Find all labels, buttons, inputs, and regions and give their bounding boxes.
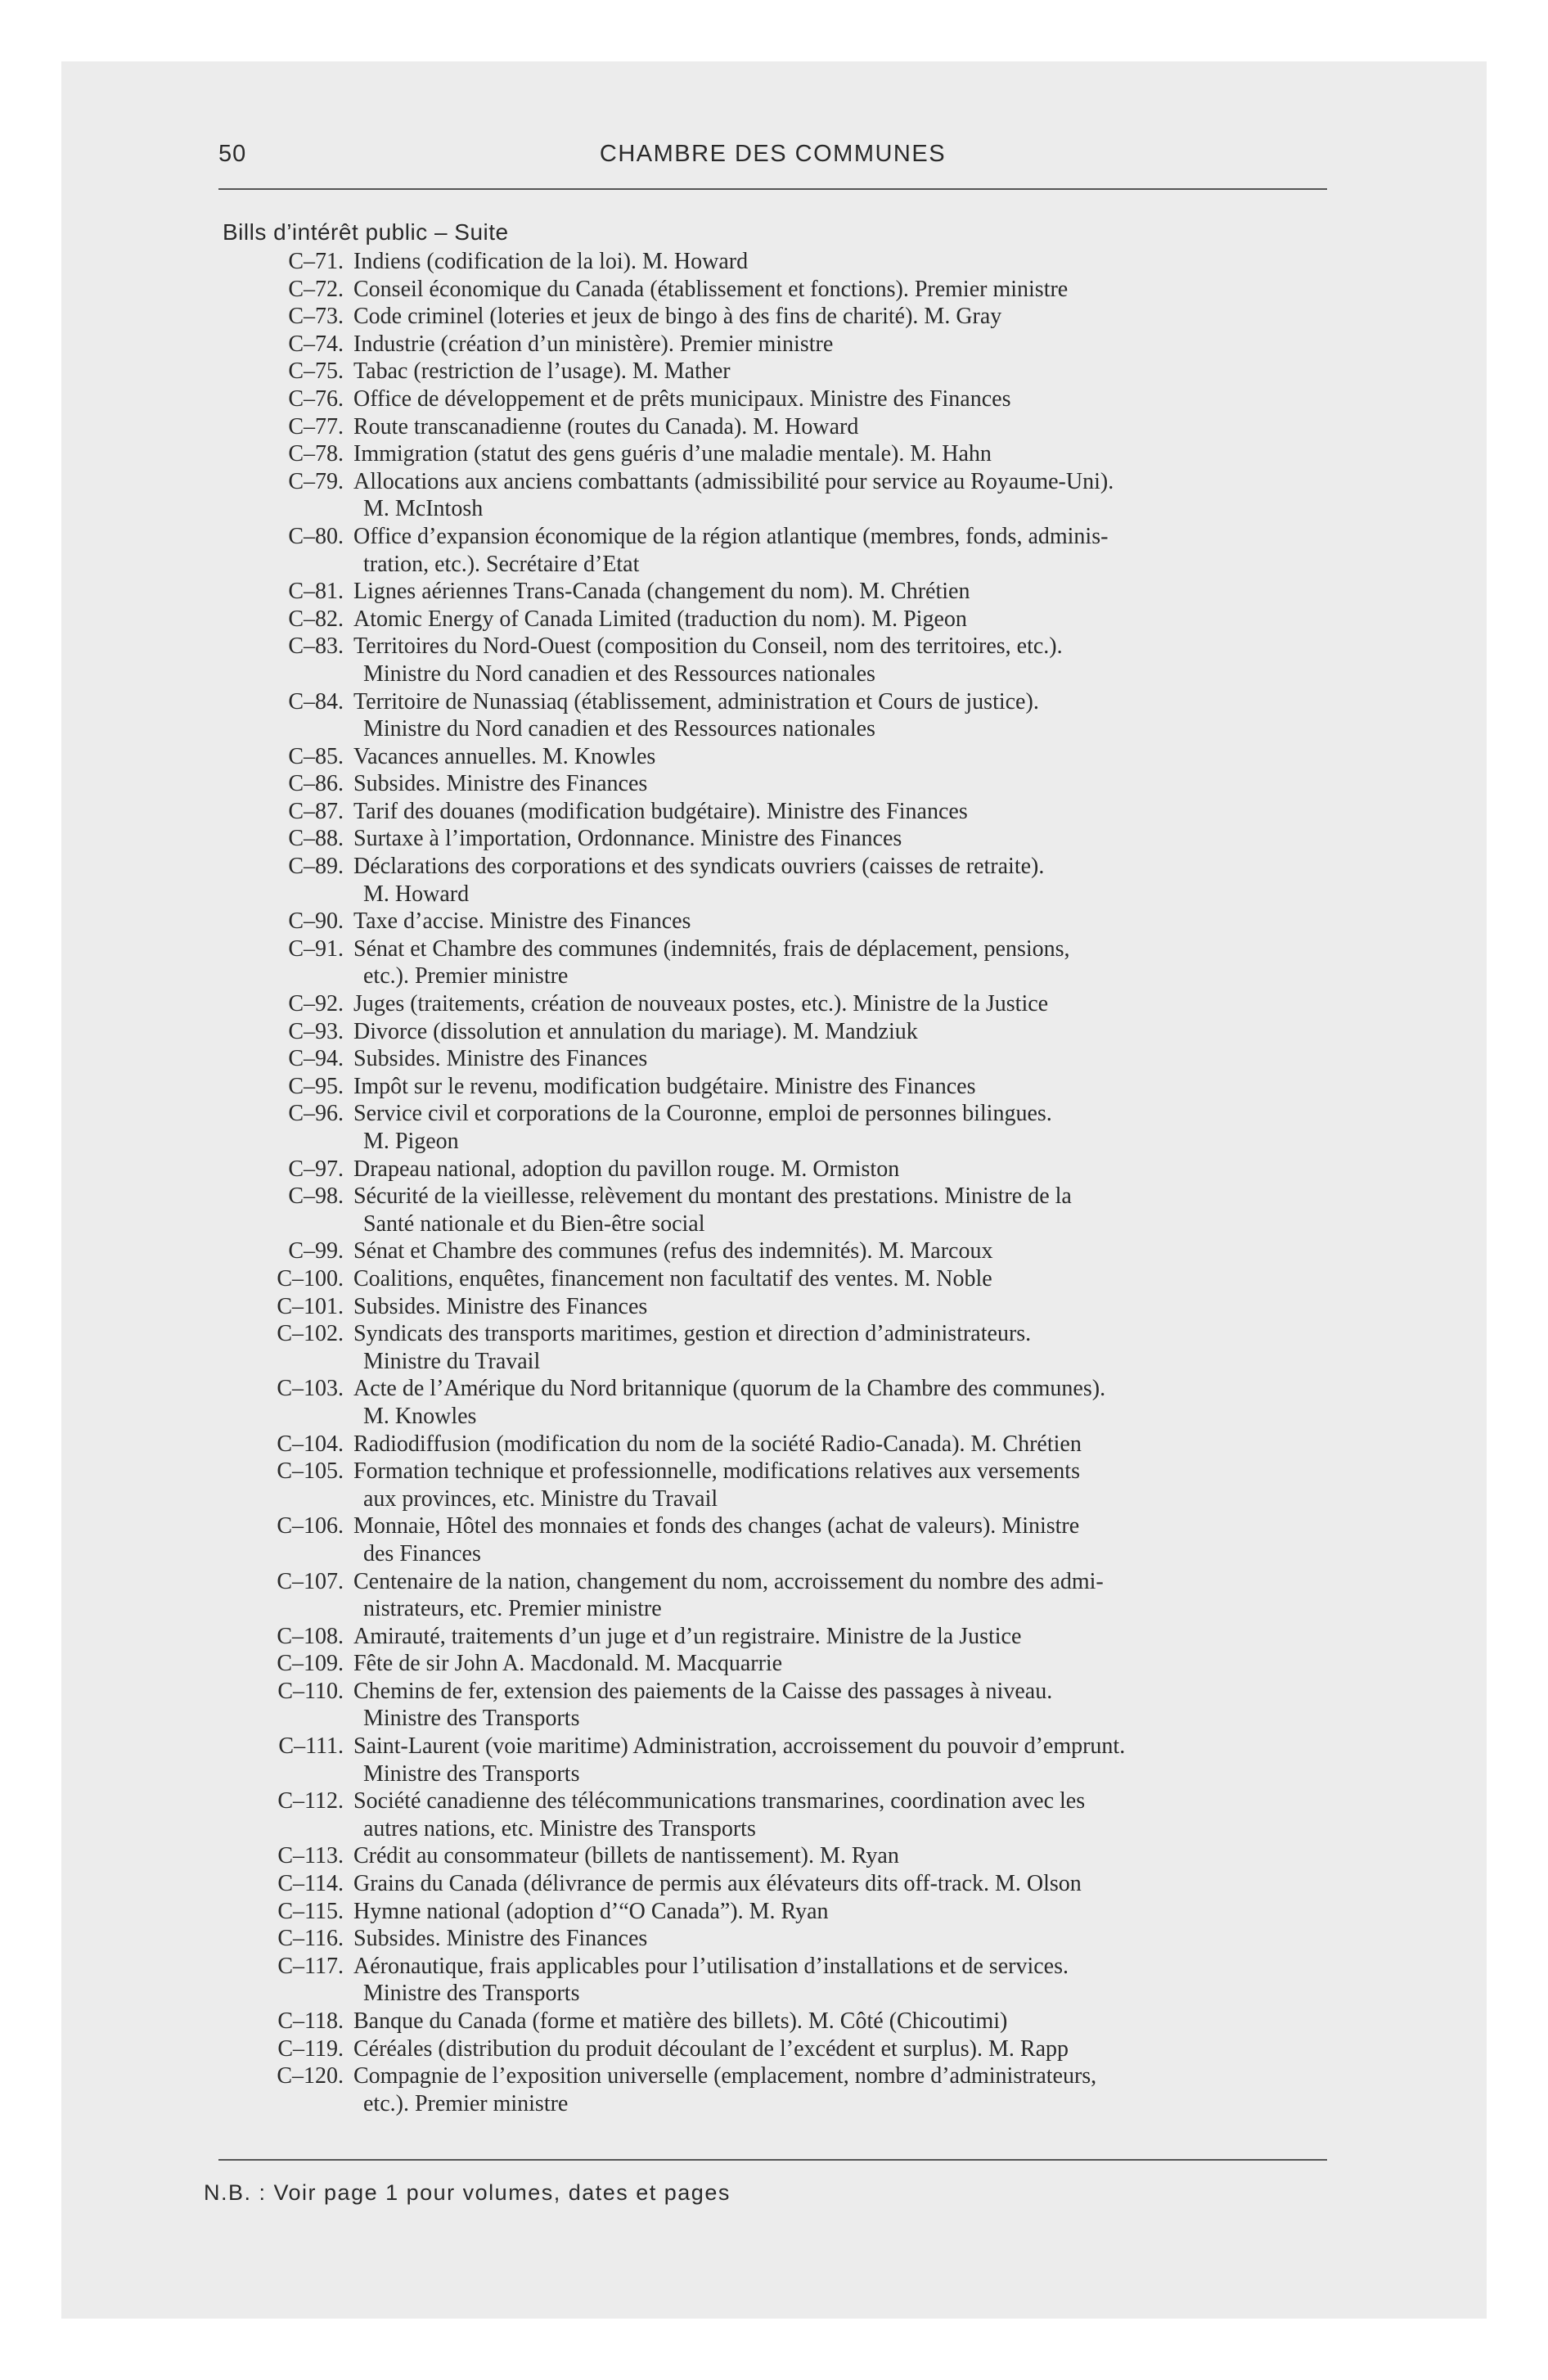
bill-description-line: Surtaxe à l’importation, Ordonnance. Ministre des Finances — [353, 826, 902, 852]
bill-description-line: Aéronautique, frais applicables pour l’utilisation d’installations et de services. — [353, 1953, 1069, 1979]
bill-description — [353, 358, 1365, 385]
bill-description-line: Ministre des Transports — [363, 1981, 580, 2007]
bill-entry — [219, 578, 1365, 606]
bill-description-line: Ministre du Nord canadien et des Ressources nationales — [363, 660, 875, 687]
bill-description-line: Service civil et corporations de la Couronne, emploi de personnes bilingues. — [353, 1101, 1052, 1127]
bill-entry — [219, 1870, 1365, 1898]
bill-number: C–106. — [277, 1513, 344, 1539]
bill-number: C–90. — [288, 908, 344, 935]
bill-description — [353, 578, 1365, 606]
bill-description — [353, 1237, 1365, 1265]
bill-entry — [219, 1458, 1365, 1512]
bill-description — [353, 1925, 1365, 1953]
bill-description-line: Compagnie de l’exposition universelle (emplacement, nombre d’administrateurs, — [353, 2063, 1097, 2089]
bill-description-line: des Finances — [363, 1540, 481, 1566]
bill-description-line: Immigration (statut des gens guéris d’une maladie mentale). M. Hahn — [353, 441, 992, 467]
bill-number: C–78. — [288, 441, 344, 467]
bill-description — [353, 1898, 1365, 1926]
bill-description-line: Sénat et Chambre des communes (indemnités, frais de déplacement, pensions, — [353, 935, 1070, 962]
bill-description — [353, 1650, 1365, 1678]
bill-entry — [219, 2035, 1365, 2063]
bill-description — [353, 440, 1365, 468]
bill-description — [353, 2062, 1365, 2117]
bill-number: C–99. — [288, 1238, 344, 1264]
bill-entry — [219, 276, 1365, 304]
bill-number: C–87. — [288, 798, 344, 824]
bill-description-line: Juges (traitements, création de nouveaux postes, etc.). Ministre de la Justice — [353, 991, 1049, 1017]
bill-number: C–100. — [277, 1265, 344, 1291]
bill-description — [353, 1431, 1365, 1458]
bill-entry — [219, 385, 1365, 413]
bill-entry — [219, 633, 1365, 687]
bill-description-line: Subsides. Ministre des Finances — [353, 1293, 648, 1319]
bill-description — [353, 303, 1365, 331]
bill-description-line: Drapeau national, adoption du pavillon rouge. M. Ormiston — [353, 1156, 900, 1182]
bill-description — [353, 1293, 1365, 1321]
bill-entry — [219, 1375, 1365, 1430]
bill-entry — [219, 990, 1365, 1018]
bill-entry — [219, 1265, 1365, 1293]
bill-entry — [219, 2062, 1365, 2117]
bill-number: C–95. — [288, 1073, 344, 1099]
bill-description-line: Ministre des Transports — [363, 1706, 580, 1732]
bill-entry — [219, 1073, 1365, 1101]
bill-description-line: Lignes aériennes Trans-Canada (changement du nom). M. Chrétien — [353, 579, 970, 605]
bill-description-line: Sécurité de la vieillesse, relèvement du montant des prestations. Ministre de la — [353, 1183, 1072, 1210]
bill-description-line: Office d’expansion économique de la région atlantique (membres, fonds, adminis- — [353, 523, 1109, 549]
bill-description — [353, 1870, 1365, 1898]
bill-entry — [219, 413, 1365, 441]
bill-number: C–73. — [288, 304, 344, 330]
bill-description-line: tration, etc.). Secrétaire d’Etat — [363, 551, 640, 577]
bill-description — [353, 248, 1365, 276]
bill-description-line: M. Pigeon — [363, 1129, 459, 1154]
bill-description-line: nistrateurs, etc. Premier ministre — [363, 1596, 662, 1622]
bill-number: C–118. — [277, 2008, 344, 2034]
bill-description-line: Centenaire de la nation, changement du nom, accroissement du nombre des admi- — [353, 1568, 1104, 1594]
bill-description-line: autres nations, etc. Ministre des Transports — [363, 1815, 756, 1841]
bill-description — [353, 853, 1365, 908]
running-title: CHAMBRE DES COMMUNES — [599, 141, 947, 167]
bill-description-line: Subsides. Ministre des Finances — [353, 1926, 648, 1952]
bill-entry — [219, 1733, 1365, 1787]
bill-description — [353, 413, 1365, 441]
bill-description — [353, 798, 1365, 826]
bill-entry — [219, 743, 1365, 771]
bill-number: C–74. — [288, 331, 344, 357]
bill-entry — [219, 1100, 1365, 1155]
bill-description — [353, 1018, 1365, 1046]
bill-description-line: Allocations aux anciens combattants (admissibilité pour service au Royaume-Uni). — [353, 468, 1114, 494]
bill-number: C–117. — [277, 1953, 344, 1979]
bill-description-line: Atomic Energy of Canada Limited (traduction du nom). M. Pigeon — [353, 606, 967, 632]
bill-entry — [219, 1045, 1365, 1073]
bill-description — [353, 2035, 1365, 2063]
bill-description — [353, 523, 1365, 578]
bill-description-line: Impôt sur le revenu, modification budgétaire. Ministre des Finances — [353, 1073, 976, 1099]
bill-description — [353, 1842, 1365, 1870]
bill-description-line: Amirauté, traitements d’un juge et d’un registraire. Ministre de la Justice — [353, 1623, 1022, 1649]
bill-entry — [219, 825, 1365, 853]
bill-number: C–114. — [277, 1871, 344, 1897]
bill-description-line: Radiodiffusion (modification du nom de la société Radio-Canada). M. Chrétien — [353, 1431, 1082, 1457]
bill-description-line: Acte de l’Amérique du Nord britannique (quorum de la Chambre des communes). — [353, 1376, 1106, 1402]
bill-description-line: Monnaie, Hôtel des monnaies et fonds des changes (achat de valeurs). Ministre — [353, 1513, 1080, 1539]
bill-entry — [219, 606, 1365, 633]
bill-entry — [219, 1678, 1365, 1733]
bill-number: C–110. — [277, 1678, 344, 1704]
bill-description-line: Industrie (création d’un ministère). Premier ministre — [353, 331, 834, 357]
bill-entry — [219, 523, 1365, 578]
bill-number: C–120. — [277, 2063, 344, 2089]
bill-description — [353, 935, 1365, 990]
bill-number: C–71. — [288, 249, 344, 274]
bill-entry — [219, 1320, 1365, 1375]
bill-entry — [219, 1898, 1365, 1926]
bill-description-line: Subsides. Ministre des Finances — [353, 771, 648, 797]
bill-number: C–84. — [288, 688, 344, 714]
bill-description-line: Santé nationale et du Bien-être social — [363, 1210, 705, 1237]
bill-description-line: Tabac (restriction de l’usage). M. Mather — [353, 358, 731, 385]
bill-description-line: Divorce (dissolution et annulation du mariage). M. Mandziuk — [353, 1018, 918, 1044]
bill-description — [353, 331, 1365, 358]
bill-entry — [219, 853, 1365, 908]
bill-description-line: Grains du Canada (délivrance de permis aux élévateurs dits off-track. M. Olson — [353, 1871, 1082, 1897]
bill-description — [353, 276, 1365, 304]
bill-number: C–93. — [288, 1018, 344, 1044]
bill-entry — [219, 1431, 1365, 1458]
bill-description — [353, 385, 1365, 413]
bill-description-line: Crédit au consommateur (billets de nantissement). M. Ryan — [353, 1843, 899, 1869]
bill-entry — [219, 1156, 1365, 1183]
bill-number: C–72. — [288, 276, 344, 302]
bill-entry — [219, 1787, 1365, 1842]
bill-description-line: Céréales (distribution du produit découlant de l’excédent et surplus). M. Rapp — [353, 2035, 1069, 2062]
bill-entry — [219, 248, 1365, 276]
bill-number: C–88. — [288, 826, 344, 852]
bill-list — [219, 248, 1365, 2117]
bill-description-line: M. Knowles — [363, 1403, 477, 1429]
bill-description-line: Taxe d’accise. Ministre des Finances — [353, 908, 691, 935]
bill-description — [353, 468, 1365, 523]
bill-description-line: etc.). Premier ministre — [363, 963, 569, 989]
bill-description-line: Indiens (codification de la loi). M. Howard — [353, 249, 749, 274]
bill-description-line: Hymne national (adoption d’“O Canada”). M. Ryan — [353, 1898, 829, 1924]
bill-description-line: Société canadienne des télécommunications transmarines, coordination avec les — [353, 1788, 1086, 1814]
bill-description — [353, 1375, 1365, 1430]
bill-number: C–107. — [277, 1568, 344, 1594]
bill-number: C–75. — [288, 358, 344, 385]
bill-description-line: Code criminel (loteries et jeux de bingo à des fins de charité). M. Gray — [353, 304, 1002, 330]
bill-description — [353, 1045, 1365, 1073]
bill-description-line: Formation technique et professionnelle, modifications relatives aux versements — [353, 1458, 1080, 1485]
bill-entry — [219, 331, 1365, 358]
bill-entry — [219, 1623, 1365, 1651]
bill-description-line: M. Howard — [363, 881, 470, 907]
bill-number: C–98. — [288, 1183, 344, 1210]
header-rule — [218, 188, 1327, 190]
bill-description — [353, 1265, 1365, 1293]
bill-description-line: Banque du Canada (forme et matière des billets). M. Côté (Chicoutimi) — [353, 2008, 1008, 2034]
bill-entry — [219, 303, 1365, 331]
bill-description — [353, 770, 1365, 798]
bill-description — [353, 743, 1365, 771]
bill-description-line: aux provinces, etc. Ministre du Travail — [363, 1485, 718, 1512]
bill-number: C–104. — [277, 1431, 344, 1457]
bill-description — [353, 908, 1365, 935]
bill-description-line: Office de développement et de prêts municipaux. Ministre des Finances — [353, 385, 1011, 412]
bill-entry — [219, 798, 1365, 826]
bill-description — [353, 1156, 1365, 1183]
bill-number: C–86. — [288, 771, 344, 797]
bill-number: C–80. — [288, 523, 344, 549]
bill-entry — [219, 908, 1365, 935]
bill-description — [353, 1568, 1365, 1623]
bill-number: C–91. — [288, 935, 344, 962]
bill-description-line: Déclarations des corporations et des syndicats ouvriers (caisses de retraite). — [353, 854, 1045, 880]
bill-description — [353, 606, 1365, 633]
bill-number: C–77. — [288, 413, 344, 439]
bill-description-line: Ministre du Nord canadien et des Ressources nationales — [363, 716, 875, 742]
bill-description-line: Tarif des douanes (modification budgétaire). Ministre des Finances — [353, 798, 968, 824]
bill-description — [353, 1678, 1365, 1733]
bill-entry — [219, 440, 1365, 468]
bill-number: C–83. — [288, 633, 344, 660]
bill-entry — [219, 1650, 1365, 1678]
bill-number: C–85. — [288, 743, 344, 769]
bill-entry — [219, 1925, 1365, 1953]
bill-number: C–82. — [288, 606, 344, 632]
bill-entry — [219, 468, 1365, 523]
bill-number: C–108. — [277, 1623, 344, 1649]
bill-description-line: Territoires du Nord-Ouest (composition du Conseil, nom des territoires, etc.). — [353, 633, 1063, 660]
bill-number: C–105. — [277, 1458, 344, 1485]
page-header — [218, 141, 1327, 174]
bill-entry — [219, 1953, 1365, 2008]
bill-number: C–111. — [278, 1733, 344, 1760]
bill-number: C–112. — [277, 1788, 344, 1814]
bill-number: C–113. — [277, 1843, 344, 1869]
bill-number: C–103. — [277, 1376, 344, 1402]
bill-number: C–96. — [288, 1101, 344, 1127]
bill-number: C–109. — [277, 1651, 344, 1677]
bill-description — [353, 1100, 1365, 1155]
bill-number: C–81. — [288, 579, 344, 605]
bill-entry — [219, 770, 1365, 798]
bill-entry — [219, 1512, 1365, 1567]
bill-entry — [219, 1018, 1365, 1046]
bill-number: C–94. — [288, 1046, 344, 1072]
bill-entry — [219, 1293, 1365, 1321]
bill-entry — [219, 1568, 1365, 1623]
bill-description — [353, 2008, 1365, 2035]
bill-description-line: Saint-Laurent (voie maritime) Administration, accroissement du pouvoir d’emprunt. — [353, 1733, 1126, 1760]
bill-description — [353, 1623, 1365, 1651]
bill-description — [353, 990, 1365, 1018]
bill-description-line: Coalitions, enquêtes, financement non facultatif des ventes. M. Noble — [353, 1265, 992, 1291]
bill-description — [353, 633, 1365, 687]
page-number: 50 — [218, 141, 247, 167]
bill-entry — [219, 1183, 1365, 1237]
footnote: N.B. : Voir page 1 pour volumes, dates et pages — [204, 2180, 731, 2205]
bill-number: C–79. — [288, 468, 344, 494]
bill-description-line: Vacances annuelles. M. Knowles — [353, 743, 656, 769]
bill-entry — [219, 935, 1365, 990]
bill-entry — [219, 2008, 1365, 2035]
bill-entry — [219, 1237, 1365, 1265]
bill-description-line: Sénat et Chambre des communes (refus des indemnités). M. Marcoux — [353, 1238, 993, 1264]
bill-number: C–89. — [288, 854, 344, 880]
bill-description — [353, 825, 1365, 853]
bill-description — [353, 1953, 1365, 2008]
bill-number: C–101. — [277, 1293, 344, 1319]
bill-description — [353, 1512, 1365, 1567]
bill-description-line: Conseil économique du Canada (établissement et fonctions). Premier ministre — [353, 276, 1069, 302]
bill-number: C–92. — [288, 991, 344, 1017]
bill-description-line: etc.). Premier ministre — [363, 2090, 569, 2116]
bill-description — [353, 1787, 1365, 1842]
bill-description-line: Territoire de Nunassiaq (établissement, administration et Cours de justice). — [353, 688, 1039, 714]
bill-description-line: Route transcanadienne (routes du Canada). M. Howard — [353, 413, 859, 439]
bill-entry — [219, 688, 1365, 743]
bill-description-line: Ministre des Transports — [363, 1760, 580, 1787]
section-title: Bills d’intérêt public – Suite — [223, 219, 509, 245]
bill-description-line: Ministre du Travail — [363, 1348, 541, 1374]
bill-description-line: M. McIntosh — [363, 496, 484, 522]
footer-rule — [218, 2159, 1327, 2161]
bill-description — [353, 1073, 1365, 1101]
bill-number: C–119. — [277, 2035, 344, 2062]
bill-description-line: Syndicats des transports maritimes, gestion et direction d’administrateurs. — [353, 1321, 1032, 1347]
bill-number: C–115. — [277, 1898, 344, 1924]
bill-number: C–116. — [277, 1926, 344, 1952]
bill-description — [353, 1320, 1365, 1375]
bill-description — [353, 1733, 1365, 1787]
bill-entry — [219, 1842, 1365, 1870]
bill-entry — [219, 358, 1365, 385]
bill-number: C–102. — [277, 1321, 344, 1347]
bill-description — [353, 1183, 1365, 1237]
bill-number: C–97. — [288, 1156, 344, 1182]
bill-description-line: Subsides. Ministre des Finances — [353, 1046, 648, 1072]
bill-description-line: Chemins de fer, extension des paiements de la Caisse des passages à niveau. — [353, 1678, 1053, 1704]
bill-number: C–76. — [288, 385, 344, 412]
bill-description — [353, 688, 1365, 743]
bill-description-line: Fête de sir John A. Macdonald. M. Macquarrie — [353, 1651, 783, 1677]
bill-description — [353, 1458, 1365, 1512]
